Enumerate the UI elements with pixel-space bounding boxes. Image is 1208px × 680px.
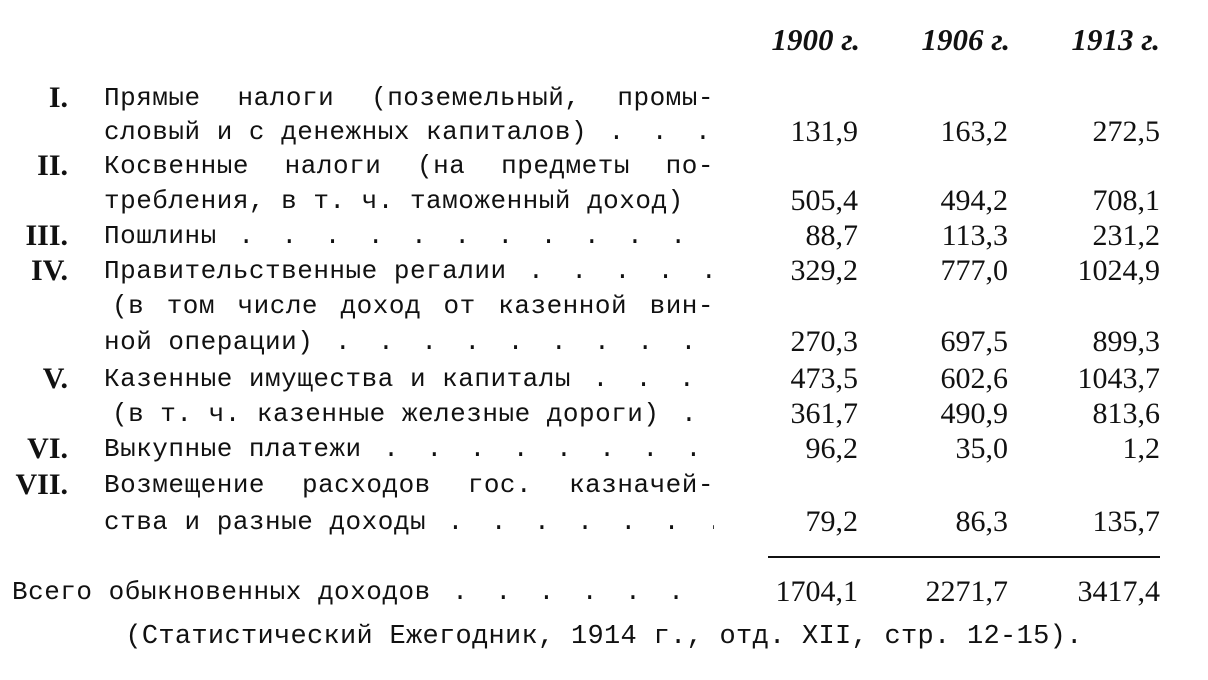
row-label: (в т. ч. казенные железные дороги) . . .: [112, 396, 714, 432]
value-1913: 899,3: [1092, 325, 1160, 358]
table-row: [0, 396, 1208, 432]
table-row: [0, 467, 1208, 503]
row-label: словый и с денежных капиталов) . . .: [104, 114, 714, 150]
value-1900: 361,7: [790, 397, 858, 430]
value-1900: 88,7: [805, 219, 858, 252]
table-row: [0, 80, 1208, 116]
source-citation: (Статистический Ежегодник, 1914 г., отд. XII, стр. 12-15).: [125, 622, 1083, 652]
value-1906: 494,2: [940, 184, 1008, 217]
row-label: Косвенные налоги (на предметы по-: [104, 151, 714, 181]
row-label: ства и разные доходы . . .: [104, 504, 714, 540]
column-header-1906: 1906 г.: [921, 22, 1010, 57]
value-1913: 231,2: [1092, 219, 1160, 252]
column-header-1900: 1900 г.: [771, 22, 860, 57]
row-label: Пошлины . . .: [104, 218, 714, 254]
table-row: [0, 431, 1208, 467]
section-number: II.: [37, 149, 68, 182]
table-row: [0, 324, 1208, 360]
section-number: VII.: [15, 468, 68, 501]
row-label: Выкупные платежи . . .: [104, 431, 714, 467]
table-row: [0, 253, 1208, 289]
section-number: I.: [48, 81, 68, 114]
value-1900: 131,9: [790, 115, 858, 148]
value-1906: 163,2: [940, 115, 1008, 148]
section-number: V.: [42, 362, 68, 395]
row-label: Правительственные регалии . . .: [104, 253, 714, 289]
total-label: Всего обыкновенных доходов . . .: [12, 574, 714, 610]
table-row: [0, 288, 1208, 324]
total-1913: 3417,4: [1077, 575, 1160, 608]
row-label: Прямые налоги (поземельный, промы-: [104, 83, 714, 113]
total-row: [0, 574, 1208, 610]
value-1906: 697,5: [940, 325, 1008, 358]
value-1900: 270,3: [790, 325, 858, 358]
section-number: IV.: [31, 254, 68, 287]
value-1913: 813,6: [1092, 397, 1160, 430]
value-1900: 329,2: [790, 254, 858, 287]
value-1906: 86,3: [955, 505, 1008, 538]
row-label: Казенные имущества и капиталы . . .: [104, 361, 714, 397]
value-1906: 490,9: [940, 397, 1008, 430]
row-label: (в том числе доход от казенной вин-: [112, 291, 714, 321]
total-1906: 2271,7: [925, 575, 1008, 608]
value-1913: 1024,9: [1077, 254, 1160, 287]
table-row: [0, 361, 1208, 397]
value-1913: 272,5: [1092, 115, 1160, 148]
value-1913: 708,1: [1092, 184, 1160, 217]
value-1906: 35,0: [955, 432, 1008, 465]
table-row: [0, 183, 1208, 219]
total-1900: 1704,1: [775, 575, 858, 608]
value-1913: 135,7: [1092, 505, 1160, 538]
value-1906: 113,3: [941, 219, 1008, 252]
table-row: [0, 218, 1208, 254]
value-1900: 96,2: [805, 432, 858, 465]
table-row: [0, 504, 1208, 540]
column-header-1913: 1913 г.: [1071, 22, 1160, 57]
value-1913: 1043,7: [1077, 362, 1160, 395]
total-rule: [768, 556, 1160, 558]
value-1906: 602,6: [940, 362, 1008, 395]
value-1900: 505,4: [790, 184, 858, 217]
row-label: требления, в т. ч. таможенный доход): [104, 186, 684, 216]
value-1906: 777,0: [940, 254, 1008, 287]
section-number: VI.: [27, 432, 68, 465]
row-label: Возмещение расходов гос. казначей-: [104, 470, 714, 500]
value-1913: 1,2: [1122, 432, 1160, 465]
table-row: [0, 148, 1208, 184]
value-1900: 79,2: [805, 505, 858, 538]
row-label: ной операции) . . .: [104, 324, 714, 360]
section-number: III.: [25, 219, 68, 252]
value-1900: 473,5: [790, 362, 858, 395]
table-row: [0, 114, 1208, 150]
